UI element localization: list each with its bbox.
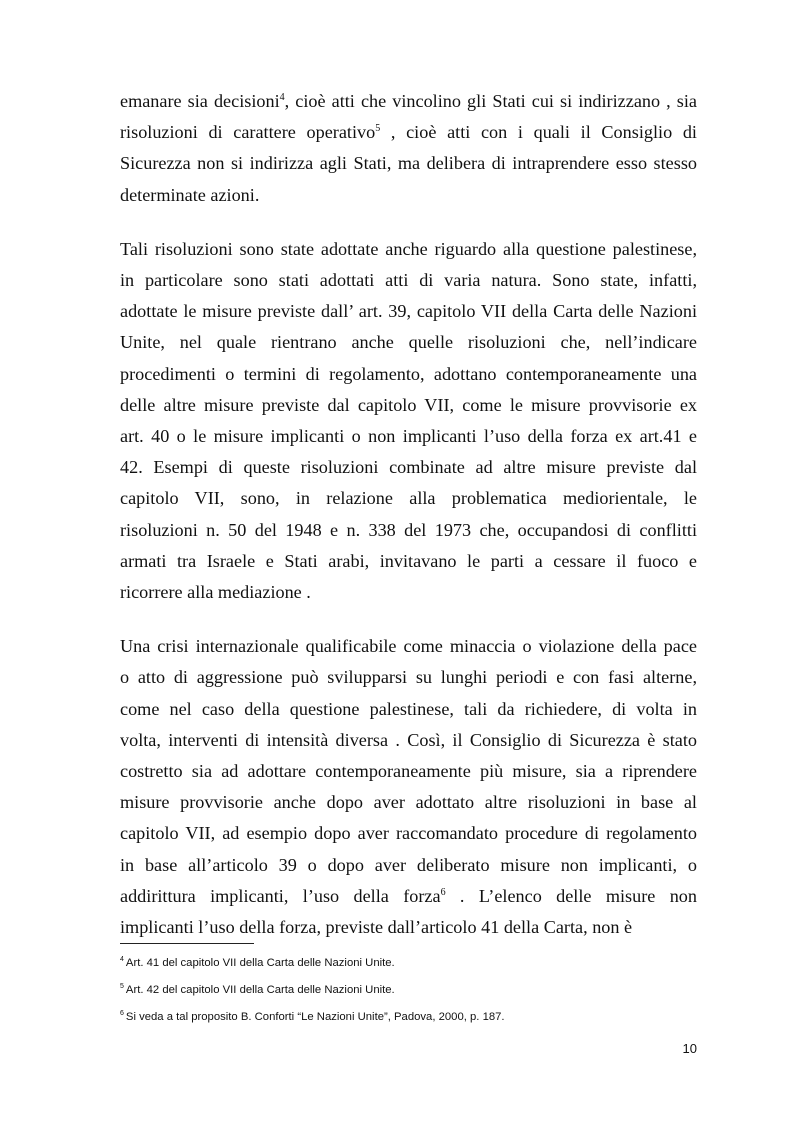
text-line (120, 631, 697, 662)
text-line (120, 787, 697, 818)
footnote (120, 982, 697, 1009)
page-body (120, 86, 697, 966)
footnote (120, 955, 697, 982)
text-line (120, 662, 697, 693)
text-line (120, 577, 697, 608)
line-text: capitolo VII, sono, in relazione alla problematica mediorientale, le (120, 488, 697, 509)
text-line (120, 694, 697, 725)
footnote-number: 4 (120, 956, 124, 964)
line-text: . L’elenco delle misure non (445, 885, 697, 906)
text-line (120, 912, 697, 943)
footnote-text: Art. 41 del capitolo VII della Carta delle Nazioni Unite. (125, 957, 395, 969)
line-text: in base all’articolo 39 o dopo aver deliberato misure non implicanti, o (120, 854, 697, 875)
text-line (120, 390, 697, 421)
text-line (120, 818, 697, 849)
footnote-text: Si veda a tal proposito B. Conforti “Le Nazioni Unite”, Padova, 2000, p. 187. (125, 1011, 505, 1023)
text-line (120, 881, 697, 912)
text-line (120, 421, 697, 452)
text-line (120, 117, 697, 148)
line-text: Sicurezza non si indirizza agli Stati, ma delibera di intraprendere esso stesso (120, 153, 697, 174)
line-text: in particolare sono stati adottati atti di varia natura. Sono state, infatti, (120, 270, 697, 291)
line-text: Una crisi internazionale qualificabile come minaccia o violazione della pace (120, 636, 697, 657)
footnote (120, 1009, 697, 1036)
text-line (120, 452, 697, 483)
line-text: risoluzioni n. 50 del 1948 e n. 338 del 1973 che, occupandosi di conflitti (120, 519, 697, 540)
line-text: come nel caso della questione palestinese, tali da richiedere, di volta in (120, 698, 697, 719)
line-text: volta, interventi di intensità diversa . Così, il Consiglio di Sicurezza è stato (120, 729, 697, 750)
footnote-number: 6 (120, 1010, 124, 1018)
line-text: Unite, nel quale rientrano anche quelle risoluzioni che, nell’indicare (120, 332, 697, 353)
text-line (120, 756, 697, 787)
text-line (120, 359, 697, 390)
line-text: implicanti l’uso della forza, previste dall’articolo 41 della Carta, non è (120, 917, 633, 938)
text-line (120, 483, 697, 514)
text-line (120, 850, 697, 881)
paragraph-3 (120, 631, 697, 943)
line-text: costretto sia ad adottare contemporaneamente più misure, sia a riprendere (120, 761, 697, 782)
line-text: ricorrere alla mediazione . (120, 582, 311, 603)
footnote-reference[interactable]: 5 (375, 123, 381, 135)
line-text: risoluzioni di carattere operativo (120, 122, 376, 143)
line-text: Tali risoluzioni sono state adottate anche riguardo alla questione palestinese, (120, 238, 697, 259)
line-text: , cioè atti che vincolino gli Stati cui si indirizzano , sia (284, 91, 697, 111)
line-text: determinate azioni. (120, 184, 260, 205)
text-line (120, 725, 697, 756)
paragraph-1 (120, 86, 697, 211)
text-line (120, 148, 697, 179)
line-text: , cioè atti con i quali il Consiglio di (380, 122, 697, 143)
line-text: misure provvisorie anche dopo aver adottato altre risoluzioni in base al (120, 792, 697, 813)
page-number: 10 (682, 1041, 697, 1056)
line-text: delle altre misure previste dal capitolo VII, come le misure provvisorie ex (120, 394, 697, 415)
text-line (120, 86, 697, 117)
text-line (120, 327, 697, 358)
text-line (120, 515, 697, 546)
footnote-reference[interactable]: 6 (440, 886, 446, 898)
line-text: addirittura implicanti, l’uso della forza (120, 885, 441, 906)
footnotes (120, 955, 697, 1036)
text-line (120, 296, 697, 327)
line-text: emanare sia decisioni (120, 91, 280, 111)
text-line (120, 265, 697, 296)
footnote-reference[interactable]: 4 (279, 91, 285, 103)
text-line (120, 546, 697, 577)
footnote-separator (120, 943, 254, 944)
text-line (120, 234, 697, 265)
text-line (120, 180, 697, 211)
line-text: adottate le misure previste dall’ art. 39, capitolo VII della Carta delle Nazioni (120, 301, 697, 322)
footnote-text: Art. 42 del capitolo VII della Carta delle Nazioni Unite. (125, 984, 395, 996)
line-text: procedimenti o termini di regolamento, adottano contemporaneamente una (120, 363, 697, 384)
line-text: capitolo VII, ad esempio dopo aver raccomandato procedure di regolamento (120, 823, 697, 844)
line-text: armati tra Israele e Stati arabi, invitavano le parti a cessare il fuoco e (120, 550, 697, 571)
line-text: art. 40 o le misure implicanti o non implicanti l’uso della forza ex art.41 e (120, 426, 697, 447)
paragraph-2 (120, 234, 697, 608)
line-text: o atto di aggressione può svilupparsi su lunghi periodi e con fasi alterne, (120, 667, 697, 688)
line-text: 42. Esempi di queste risoluzioni combinate ad altre misure previste dal (120, 457, 697, 478)
footnote-number: 5 (120, 983, 124, 991)
